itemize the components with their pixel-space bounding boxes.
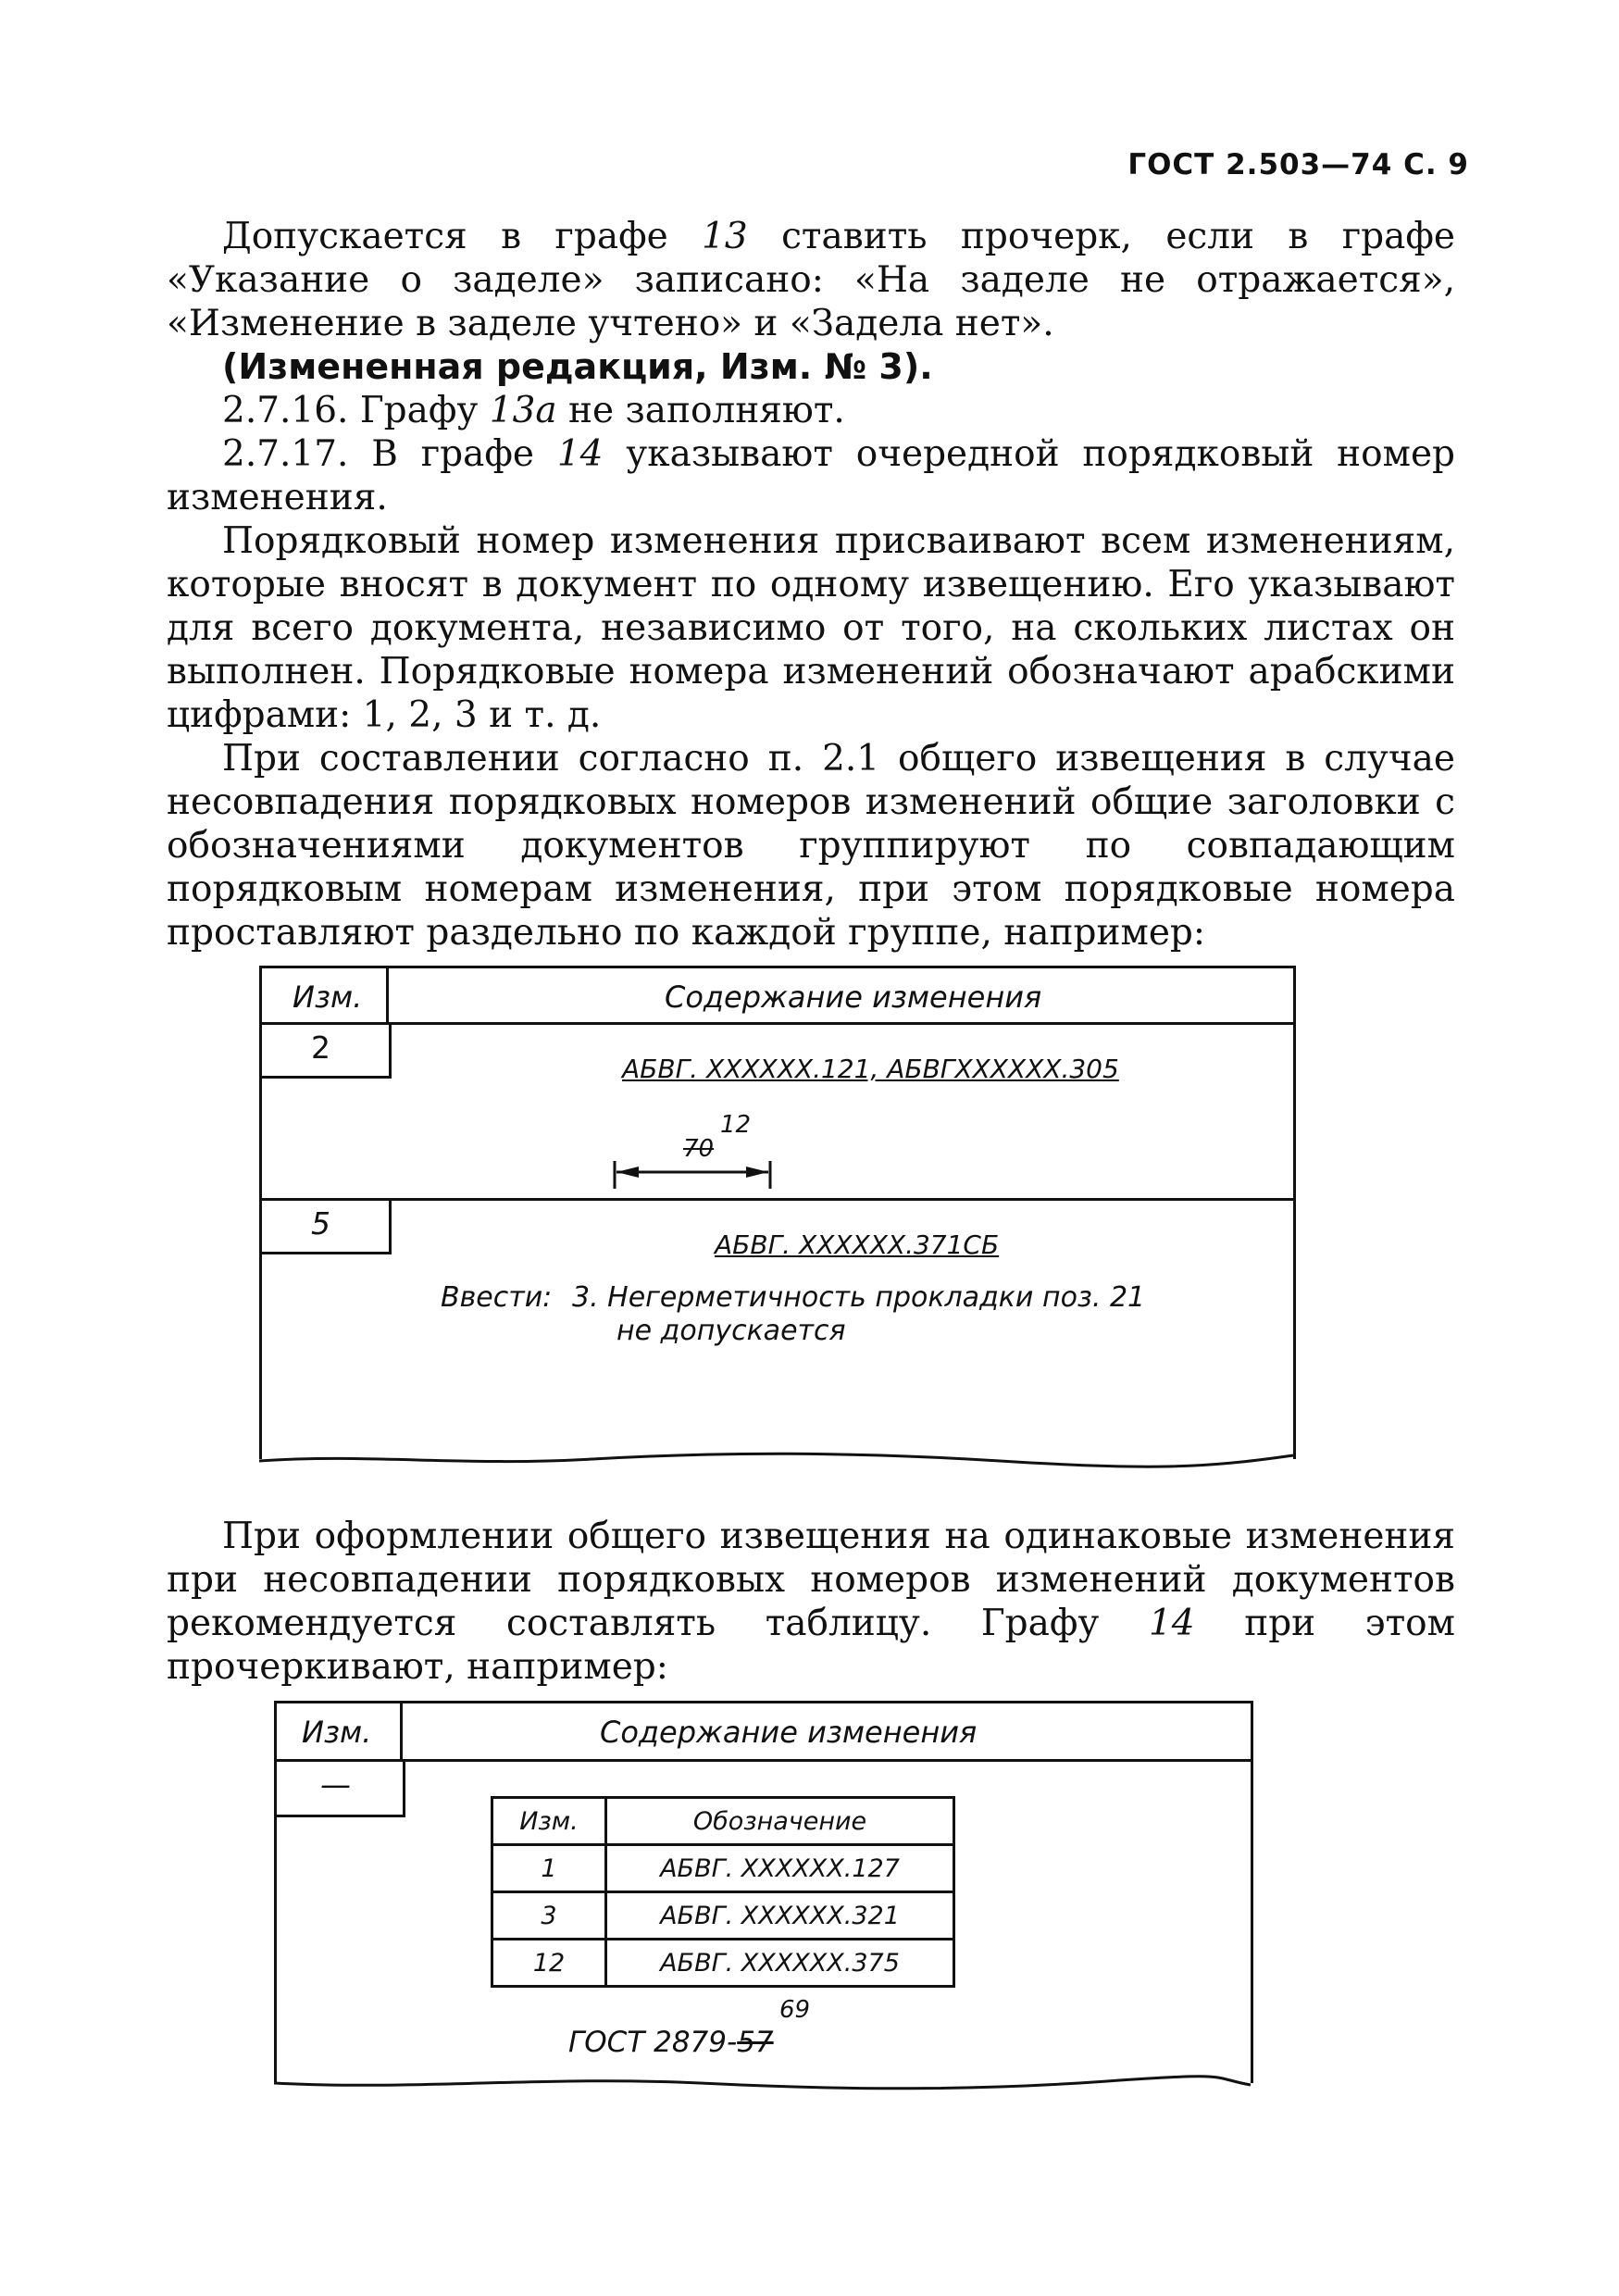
table-cell: АБВГ. XXXXXX.321 <box>606 1892 954 1940</box>
form1-change-number: 2 <box>311 1029 330 1066</box>
form2-header-divider <box>400 1703 403 1759</box>
paragraph: 2.7.16. Графу 13а не заполняют. <box>222 390 845 431</box>
paragraph: Допускается в графе 13 ставить прочерк, если в графе «Указание о заделе» записано: «На заделе не отражается», «Изменение в заделе учтено» и «Задела нет». <box>167 216 1455 344</box>
gost-reference: ГОСТ 2879-57 <box>568 2026 774 2059</box>
gost-reference-new-year: 69 <box>779 1996 811 2024</box>
form1-header-line <box>259 1022 1293 1025</box>
form1-frame <box>259 966 1296 1459</box>
paragraph: При оформлении общего извещения на одинаковые изменения при несовпадении порядковых номеров изменений документов рекомендуется составлять таблицу. Графу 14 при этом прочеркивают, например: <box>167 1516 1455 1688</box>
table-row <box>492 1892 954 1940</box>
table-cell: АБВГ. XXXXXX.375 <box>606 1940 954 1987</box>
form1-torn-edge <box>259 1444 1296 1472</box>
form1-col-izm: Изм. <box>293 980 363 1015</box>
table-cell: 3 <box>492 1892 606 1940</box>
intro-text <box>167 215 1455 955</box>
paragraph: Порядковый номер изменения присваивают всем изменениям, которые вносят в документ по одному извещению. Его указывают для всего документа, независимо от того, на скольких листах он выполнен. Порядковые номера изменений обозначают арабскими цифрами: 1, 2, 3 и т. д. <box>167 520 1455 736</box>
form1-content-line-2: не допускается <box>616 1315 846 1347</box>
change-note: (Измененная редакция, Изм. № 3). <box>222 346 933 387</box>
form2-header-line <box>274 1759 1251 1762</box>
form1-change-number: 5 <box>311 1205 330 1242</box>
table-row <box>492 1845 954 1892</box>
form1-content-line-1: 3. Негерметичность прокладки поз. 21 <box>572 1281 1146 1314</box>
dimension-new-value: 12 <box>720 1111 752 1139</box>
paragraph: 2.7.17. В графе 14 указывают очередной порядковый номер изменения. <box>167 433 1455 518</box>
table-row <box>492 1940 954 1987</box>
form2-col-izm: Изм. <box>302 1715 372 1750</box>
table-cell: 12 <box>492 1940 606 1987</box>
page-header: ГОСТ 2.503—74 С. 9 <box>1127 148 1469 181</box>
form1-enter-label: Ввести: <box>441 1281 553 1314</box>
form1-col-content: Содержание изменения <box>665 980 1042 1015</box>
dimension-arrow-icon <box>611 1155 778 1192</box>
table-header: Изм. <box>492 1798 606 1845</box>
table-cell: 1 <box>492 1845 606 1892</box>
form1-designation-1: АБВГ. XXXXXX.121, АБВГXXXXXX.305 <box>622 1054 1119 1084</box>
middle-text <box>167 1515 1455 1689</box>
table-header: Обозначение <box>606 1798 954 1845</box>
paragraph: При составлении согласно п. 2.1 общего извещения в случае несовпадения порядковых номеров изменений общие заголовки с обозначениями документов группируют по совпадающим порядковым номерам изменения, при этом порядковые номера проставляют раздельно по каждой группе, например: <box>167 738 1455 954</box>
dimension-old-value: 70 <box>683 1135 715 1163</box>
form2-torn-edge <box>274 2068 1255 2096</box>
form1-header-divider <box>386 968 389 1022</box>
form1-row-divider <box>259 1198 1293 1201</box>
designation-table <box>491 1796 955 1988</box>
table-cell: АБВГ. XXXXXX.127 <box>606 1845 954 1892</box>
form2-col-content: Содержание изменения <box>600 1715 978 1750</box>
table-header-row <box>492 1798 954 1845</box>
form1-designation-2: АБВГ. XXXXXX.371СБ <box>715 1229 1000 1260</box>
form2-change-dash: — <box>320 1766 351 1803</box>
